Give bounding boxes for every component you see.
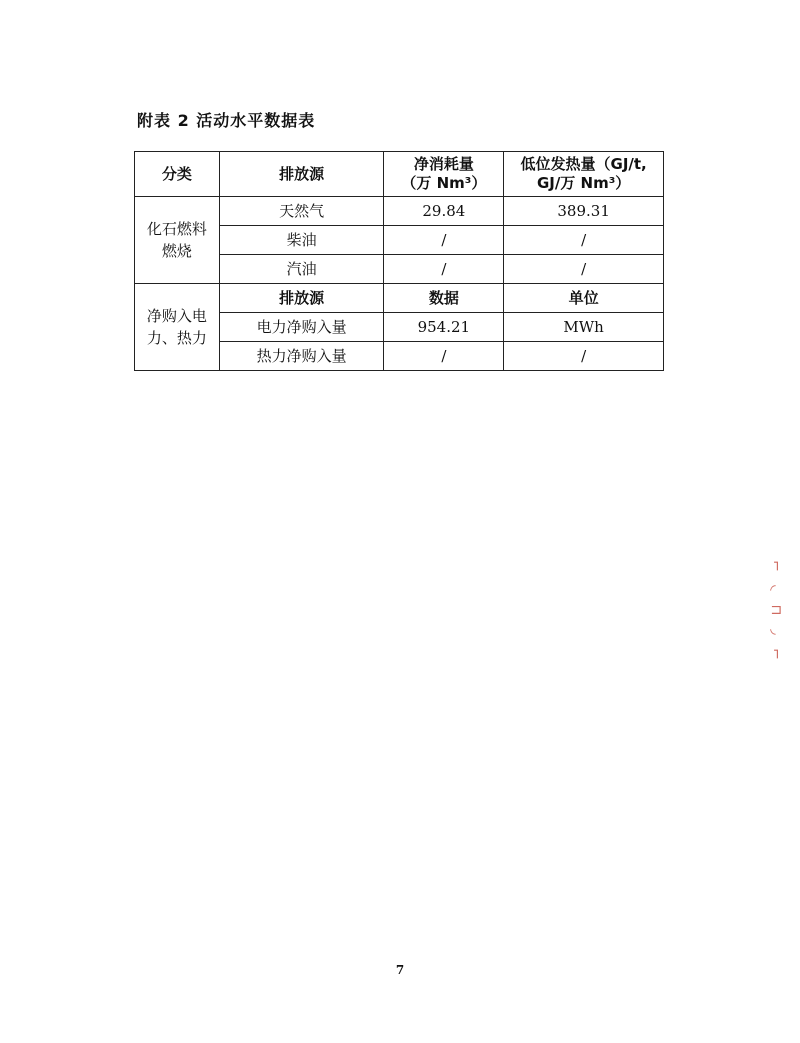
consumption-cell: / — [384, 255, 504, 284]
category-purchased-line1: 净购入电 — [146, 307, 207, 325]
subheader-unit: 单位 — [504, 284, 664, 313]
table-subheader-row — [135, 284, 664, 313]
unit-cell: MWh — [504, 313, 664, 342]
category-fossil-fuel — [135, 197, 220, 284]
table-caption: 附表 2 活动水平数据表 — [137, 111, 316, 130]
category-fossil-line1: 化石燃料 — [146, 220, 207, 238]
header-consumption-line1: 净消耗量 — [413, 155, 474, 173]
consumption-cell: 29.84 — [384, 197, 504, 226]
header-consumption — [384, 152, 504, 197]
header-ncv — [504, 152, 664, 197]
source-cell: 热力净购入量 — [219, 342, 384, 371]
data-cell: 954.21 — [384, 313, 504, 342]
ncv-cell: / — [504, 255, 664, 284]
header-category: 分类 — [135, 152, 220, 197]
subheader-source: 排放源 — [219, 284, 384, 313]
activity-data-table — [134, 151, 664, 371]
source-cell: 汽油 — [219, 255, 384, 284]
page-number: 7 — [395, 963, 405, 977]
ncv-cell: 389.31 — [504, 197, 664, 226]
seal-stamp-edge: ⌐ ◟ ⊓ ◞ ⌐ — [768, 560, 784, 660]
category-purchased-power — [135, 284, 220, 371]
header-source: 排放源 — [219, 152, 384, 197]
category-purchased-line2: 力、热力 — [146, 329, 207, 347]
consumption-cell: / — [384, 226, 504, 255]
header-ncv-line2: GJ/万 Nm³） — [536, 174, 631, 192]
table-header-row — [135, 152, 664, 197]
data-cell: / — [384, 342, 504, 371]
ncv-cell: / — [504, 226, 664, 255]
header-ncv-line1: 低位发热量（GJ/t, — [520, 155, 647, 173]
subheader-data: 数据 — [384, 284, 504, 313]
header-consumption-line2: （万 Nm³） — [401, 174, 487, 192]
table-row — [135, 197, 664, 226]
unit-cell: / — [504, 342, 664, 371]
category-fossil-line2: 燃烧 — [161, 242, 192, 260]
source-cell: 柴油 — [219, 226, 384, 255]
source-cell: 天然气 — [219, 197, 384, 226]
source-cell: 电力净购入量 — [219, 313, 384, 342]
